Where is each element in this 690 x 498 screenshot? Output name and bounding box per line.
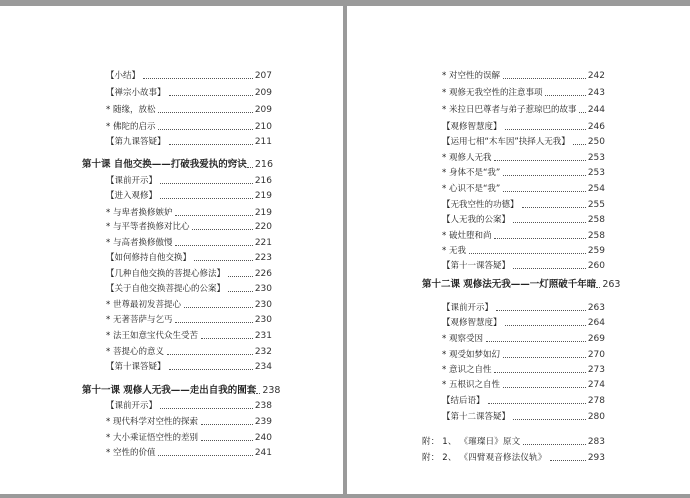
toc-item-label: 【观修智慧度】 [442, 318, 502, 328]
toc-page-number: 270 [587, 350, 605, 360]
toc-item-label: 【第十二课答疑】 [442, 412, 511, 422]
toc-item-label: 第十课 自他交换——打破我爱执的窍诀 [82, 159, 247, 170]
left-page [0, 6, 343, 494]
toc-chapter-heading[interactable] [82, 385, 281, 396]
toc-item-label: * 大小乘证悟空性的差别 [106, 433, 198, 443]
toc-page-number: 239 [254, 417, 272, 427]
toc-page-number: 210 [254, 122, 272, 132]
dot-leader [167, 354, 253, 355]
toc-page-number: 263 [602, 279, 621, 290]
dot-leader [175, 215, 252, 216]
dot-leader [158, 129, 252, 130]
toc-chapter-heading[interactable] [82, 159, 273, 170]
toc-item[interactable] [106, 330, 272, 341]
toc-item[interactable] [442, 302, 605, 313]
toc-item[interactable] [442, 104, 605, 115]
dot-leader [201, 338, 253, 339]
toc-page-number: 209 [254, 105, 272, 115]
toc-chapter-heading[interactable] [422, 279, 621, 290]
toc-item-label: * 心识不是“我” [442, 184, 501, 194]
toc-page-number: 230 [254, 315, 272, 325]
dot-leader [579, 112, 585, 113]
toc-item-label: 【课前开示】 [442, 303, 494, 313]
toc-page-number: 244 [587, 105, 605, 115]
dot-leader [488, 403, 586, 404]
toc-page-number: 234 [254, 362, 272, 372]
toc-page-number: 254 [587, 184, 605, 194]
toc-page-number: 220 [254, 222, 272, 232]
toc-item[interactable] [106, 175, 272, 186]
toc-page-number: 260 [587, 261, 605, 271]
toc-item-label: 【观修智慧度】 [442, 122, 502, 132]
toc-page-number: 216 [254, 159, 273, 170]
toc-item[interactable] [442, 317, 605, 328]
toc-item-label: * 菩提心的意义 [106, 347, 164, 357]
toc-item[interactable] [442, 230, 605, 241]
toc-item-label: * 现代科学对空性的探索 [106, 417, 198, 427]
dot-leader [573, 144, 586, 145]
toc-item-label: 第十一课 观修人无我——走出自我的囿套 [82, 385, 257, 396]
toc-item[interactable] [106, 121, 272, 132]
toc-item[interactable] [106, 447, 272, 458]
toc-item[interactable] [442, 70, 605, 81]
toc-item-label: 【无我空性的功德】 [442, 200, 519, 210]
dot-leader [505, 129, 586, 130]
toc-page-number: 253 [587, 153, 605, 163]
toc-item-label: 【结后语】 [442, 396, 485, 406]
dot-leader [523, 444, 585, 445]
dot-leader [513, 268, 586, 269]
dot-leader [503, 175, 586, 176]
toc-item[interactable] [106, 283, 272, 294]
toc-item[interactable] [442, 136, 605, 147]
toc-item[interactable] [106, 237, 272, 248]
toc-item-label: * 对空性的误解 [442, 71, 500, 81]
toc-item[interactable] [106, 299, 272, 310]
toc-item-label: 【几种自他交换的菩提心修法】 [106, 269, 226, 279]
dot-leader [158, 455, 252, 456]
toc-item-label: * 米拉日巴尊者与弟子惹琼巴的故事 [442, 105, 577, 115]
toc-item[interactable] [106, 87, 272, 98]
toc-page-number: 293 [587, 453, 605, 463]
toc-page-number: 246 [587, 122, 605, 132]
toc-item[interactable] [106, 314, 272, 325]
toc-item[interactable] [106, 70, 272, 81]
toc-page-number: 226 [254, 269, 272, 279]
dot-leader [494, 160, 585, 161]
toc-item-label: 【进入观修】 [106, 191, 158, 201]
dot-leader [228, 291, 253, 292]
right-page [347, 6, 690, 494]
toc-page-number: 253 [587, 168, 605, 178]
toc-item-label: * 世尊最初发菩提心 [106, 300, 181, 310]
toc-item-label: * 无我 [442, 246, 466, 256]
toc-page-number: 240 [254, 433, 272, 443]
toc-item-label: 附： 1、 《璀璨日》原文 [422, 437, 521, 447]
dot-leader [192, 229, 252, 230]
dot-leader [596, 287, 600, 288]
toc-item[interactable] [106, 136, 272, 147]
toc-item[interactable] [106, 104, 272, 115]
toc-item-label: * 观修无我空性的注意事项 [442, 88, 543, 98]
toc-item[interactable] [442, 199, 605, 210]
toc-page-number: 216 [254, 176, 272, 186]
toc-item-label: * 佛陀的启示 [106, 122, 156, 132]
toc-page-number: 263 [587, 303, 605, 313]
dot-leader [503, 387, 586, 388]
toc-item[interactable] [442, 121, 605, 132]
toc-item[interactable] [106, 416, 272, 427]
toc-page-number: 223 [254, 253, 272, 263]
dot-leader [513, 222, 586, 223]
toc-item-label: 【小结】 [106, 71, 141, 81]
toc-item-label: * 观受如梦如幻 [442, 350, 500, 360]
dot-leader [503, 191, 586, 192]
toc-item-label: 【关于自他交换菩提心的公案】 [106, 284, 226, 294]
toc-item[interactable] [442, 260, 605, 271]
toc-item-label: 【课前开示】 [106, 401, 158, 411]
toc-item[interactable] [442, 395, 605, 406]
dot-leader [160, 408, 253, 409]
dot-leader [169, 369, 253, 370]
toc-item[interactable] [106, 361, 272, 372]
dot-leader [503, 357, 586, 358]
toc-item-label: * 观察受因 [442, 334, 483, 344]
toc-page-number: 255 [587, 200, 605, 210]
dot-leader [228, 276, 253, 277]
dot-leader [469, 253, 586, 254]
toc-item[interactable] [442, 333, 605, 344]
dot-leader [169, 95, 253, 96]
dot-leader [201, 424, 253, 425]
dot-leader [175, 322, 252, 323]
toc-item-label: * 与平等者换修对比心 [106, 222, 190, 232]
toc-page-number: 242 [587, 71, 605, 81]
dot-leader [496, 310, 586, 311]
dot-leader [184, 307, 253, 308]
toc-item-label: 【第十一课答疑】 [442, 261, 511, 271]
toc-item[interactable] [442, 183, 605, 194]
toc-item[interactable] [442, 152, 605, 163]
toc-item[interactable] [442, 214, 605, 225]
toc-page-number: 259 [587, 246, 605, 256]
toc-item-label: * 空性的价值 [106, 448, 156, 458]
toc-item[interactable] [442, 379, 605, 390]
toc-item[interactable] [106, 252, 272, 263]
toc-item[interactable] [106, 432, 272, 443]
toc-item-label: * 观修人无我 [442, 153, 492, 163]
toc-page-number: 207 [254, 71, 272, 81]
toc-item-label: 【课前开示】 [106, 176, 158, 186]
dot-leader [169, 144, 253, 145]
dot-leader [247, 167, 253, 168]
toc-page-number: 231 [254, 331, 272, 341]
toc-item-label: 【人无我的公案】 [442, 215, 511, 225]
toc-item-label: * 随缘，放松 [106, 105, 156, 115]
dot-leader [194, 260, 253, 261]
toc-page-number: 219 [254, 208, 272, 218]
dot-leader [503, 78, 586, 79]
toc-item[interactable] [106, 207, 272, 218]
dot-leader [550, 460, 586, 461]
toc-item-label: 【第十课答疑】 [106, 362, 166, 372]
dot-leader [175, 245, 252, 246]
toc-item-label: 【运用七相“木车因”抉择人无我】 [442, 137, 570, 147]
toc-item-label: * 与卑者换修嫉妒 [106, 208, 173, 218]
toc-page-number: 283 [587, 437, 605, 447]
toc-item-label: * 身体不是“我” [442, 168, 501, 178]
toc-item[interactable] [106, 221, 272, 232]
toc-page-number: 243 [587, 88, 605, 98]
toc-item[interactable] [442, 87, 605, 98]
toc-item-label: * 与高者换修傲慢 [106, 238, 173, 248]
dot-leader [522, 207, 586, 208]
toc-appendix-item[interactable] [422, 452, 605, 463]
toc-item-label: 【如何修持自他交换】 [106, 253, 192, 263]
toc-page-number: 241 [254, 448, 272, 458]
toc-page-number: 238 [262, 385, 281, 396]
dot-leader [494, 238, 585, 239]
dot-leader [201, 440, 253, 441]
dot-leader [160, 183, 253, 184]
toc-item[interactable] [442, 349, 605, 360]
toc-item-label: * 破灶堕和尚 [442, 231, 492, 241]
toc-item[interactable] [442, 364, 605, 375]
toc-item[interactable] [106, 400, 272, 411]
toc-item-label: 附： 2、 《四臂观音修法仪轨》 [422, 453, 547, 463]
toc-page-number: 258 [587, 231, 605, 241]
toc-page-number: 269 [587, 334, 605, 344]
dot-leader [545, 95, 585, 96]
toc-item[interactable] [106, 190, 272, 201]
toc-item-label: 【禅宗小故事】 [106, 88, 166, 98]
toc-item-label: 【第九课答疑】 [106, 137, 166, 147]
toc-page-number: 230 [254, 300, 272, 310]
toc-page-number: 230 [254, 284, 272, 294]
toc-page-number: 258 [587, 215, 605, 225]
toc-item[interactable] [106, 268, 272, 279]
toc-page-number: 219 [254, 191, 272, 201]
dot-leader [486, 341, 586, 342]
toc-item-label: * 无著菩萨与乞丐 [106, 315, 173, 325]
toc-page-number: 273 [587, 365, 605, 375]
dot-leader [513, 419, 586, 420]
toc-item[interactable] [106, 346, 272, 357]
dot-leader [158, 112, 252, 113]
toc-page-number: 274 [587, 380, 605, 390]
toc-page-number: 209 [254, 88, 272, 98]
toc-page-number: 221 [254, 238, 272, 248]
toc-item-label: * 法王如意宝代众生受苦 [106, 331, 198, 341]
dot-leader [494, 372, 585, 373]
dot-leader [256, 393, 260, 394]
toc-page-number: 250 [587, 137, 605, 147]
toc-item-label: 第十二课 观修法无我——一灯照破千年暗 [422, 279, 597, 290]
toc-item[interactable] [442, 167, 605, 178]
toc-appendix-item[interactable] [422, 436, 605, 447]
toc-page-number: 232 [254, 347, 272, 357]
dot-leader [505, 325, 586, 326]
toc-item[interactable] [442, 245, 605, 256]
toc-item[interactable] [442, 411, 605, 422]
toc-page-number: 280 [587, 412, 605, 422]
dot-leader [143, 78, 253, 79]
toc-page-number: 211 [254, 137, 272, 147]
toc-page-number: 264 [587, 318, 605, 328]
toc-page-number: 278 [587, 396, 605, 406]
dot-leader [160, 198, 253, 199]
toc-item-label: * 五根识之自性 [442, 380, 500, 390]
toc-item-label: * 意识之自性 [442, 365, 492, 375]
toc-page-number: 238 [254, 401, 272, 411]
